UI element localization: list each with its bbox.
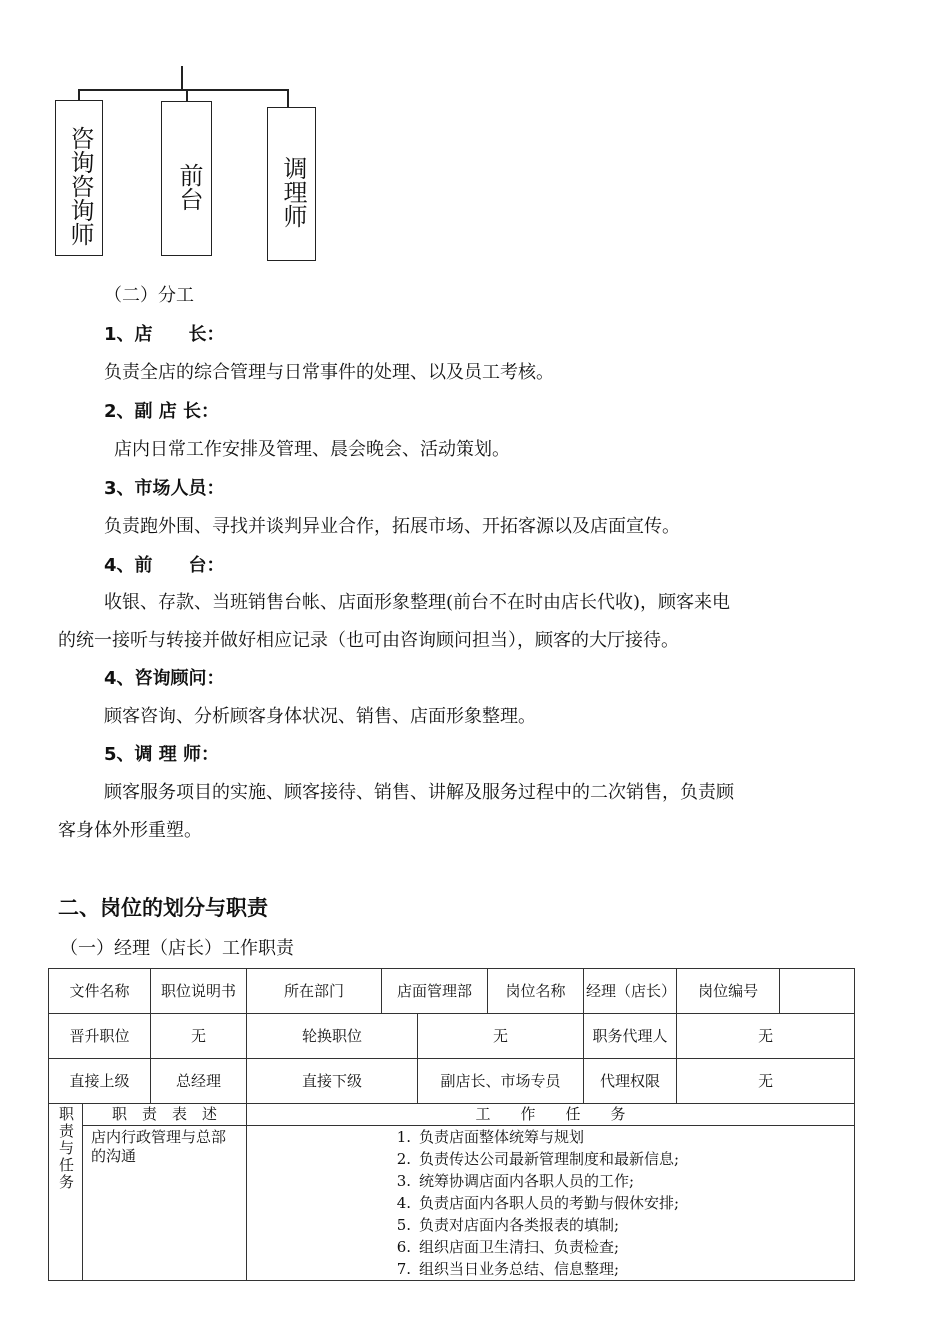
task-num: 1. [396,1128,412,1146]
role-desc: 的统一接听与转接并做好相应记录（也可由咨询顾问担当），顾客的大厅接待。 [58,630,679,651]
task-text: 负责对店面内各类报表的填制; [419,1216,620,1234]
duties-desc-header: 职 责 表 述 [83,1104,247,1126]
role-title: 1、店 长： [104,324,225,345]
role-title: 4、咨询顾问： [104,668,225,689]
rotation-label: 轮换职位 [247,1014,418,1059]
task-text: 组织当日业务总结、信息整理; [419,1260,620,1278]
task-list [371,1126,850,1280]
duties-task-header: 工 作 任 务 [247,1104,855,1126]
role-desc: 顾客服务项目的实施、顾客接待、销售、讲解及服务过程中的二次销售，负责顾 [104,782,734,803]
org-connector [186,89,188,101]
task-num: 5. [396,1216,412,1234]
promotion-value: 无 [151,1014,247,1059]
superior-value: 总经理 [151,1059,247,1104]
task-item [371,1192,850,1214]
role-desc: 负责全店的综合管理与日常事件的处理、以及员工考核。 [104,362,554,383]
dept-value: 店面管理部 [382,969,488,1014]
role-desc: 客身体外形重塑。 [58,820,202,841]
role-title: 5、调 理 师： [104,744,220,765]
task-text: 负责店面整体统筹与规划 [419,1128,585,1146]
org-connector [78,89,288,91]
duty-description: 店内行政管理与总部的沟通 [83,1126,247,1281]
position-no-label: 岗位编号 [677,969,780,1014]
task-item [371,1126,850,1148]
subsection-division: （二）分工 [104,285,194,306]
role-desc: 收银、存款、当班销售台帐、店面形象整理(前台不在时由店长代收)，顾客来电 [104,592,731,613]
role-title: 4、前 台： [104,555,225,576]
deputy-label: 职务代理人 [584,1014,677,1059]
doc-name-label: 文件名称 [49,969,151,1014]
task-item [371,1214,850,1236]
task-num: 2. [396,1150,412,1168]
task-num: 7. [396,1260,412,1278]
task-text: 统筹协调店面内各职人员的工作; [419,1172,635,1190]
role-title: 3、市场人员： [104,478,225,499]
task-item [371,1258,850,1280]
org-connector [287,89,289,107]
org-box-front-desk: 前台 [161,101,212,256]
promotion-label: 晋升职位 [49,1014,151,1059]
role-title: 2、副 店 长： [104,401,220,422]
task-text: 负责传达公司最新管理制度和最新信息; [419,1150,680,1168]
org-connector [181,66,183,90]
deputy-value: 无 [677,1014,855,1059]
task-item [371,1236,850,1258]
doc-name-value: 职位说明书 [151,969,247,1014]
duties-side-label [49,1104,83,1281]
org-box-therapist: 调理师 [267,107,316,261]
position-no-value [780,969,855,1014]
superior-label: 直接上级 [49,1059,151,1104]
authority-label: 代理权限 [584,1059,677,1104]
task-text: 组织店面卫生清扫、负责检查; [419,1238,620,1256]
task-num: 6. [396,1238,412,1256]
duty-tasks [247,1126,855,1281]
role-desc: 店内日常工作安排及管理、晨会晚会、活动策划。 [114,439,510,460]
subordinate-value: 副店长、市场专员 [418,1059,584,1104]
rotation-value: 无 [418,1014,584,1059]
task-item [371,1148,850,1170]
job-description-table [48,968,855,1281]
subsection-heading: （一）经理（店长）工作职责 [60,938,294,959]
task-text: 负责店面内各职人员的考勤与假休安排; [419,1194,680,1212]
authority-value: 无 [677,1059,855,1104]
org-box-consultant: 咨询咨询师 [55,100,103,256]
position-value: 经理（店长） [584,969,677,1014]
role-desc: 顾客咨询、分析顾客身体状况、销售、店面形象整理。 [104,706,536,727]
role-desc: 负责跑外围、寻找并谈判异业合作，拓展市场、开拓客源以及店面宣传。 [104,516,680,537]
task-num: 4. [396,1194,412,1212]
dept-label: 所在部门 [247,969,382,1014]
position-label: 岗位名称 [488,969,584,1014]
task-num: 3. [396,1172,412,1190]
section-heading: 二、岗位的划分与职责 [58,896,268,920]
duties-side-label-text: 职责与任务 [57,1106,75,1191]
subordinate-label: 直接下级 [247,1059,418,1104]
task-item [371,1170,850,1192]
